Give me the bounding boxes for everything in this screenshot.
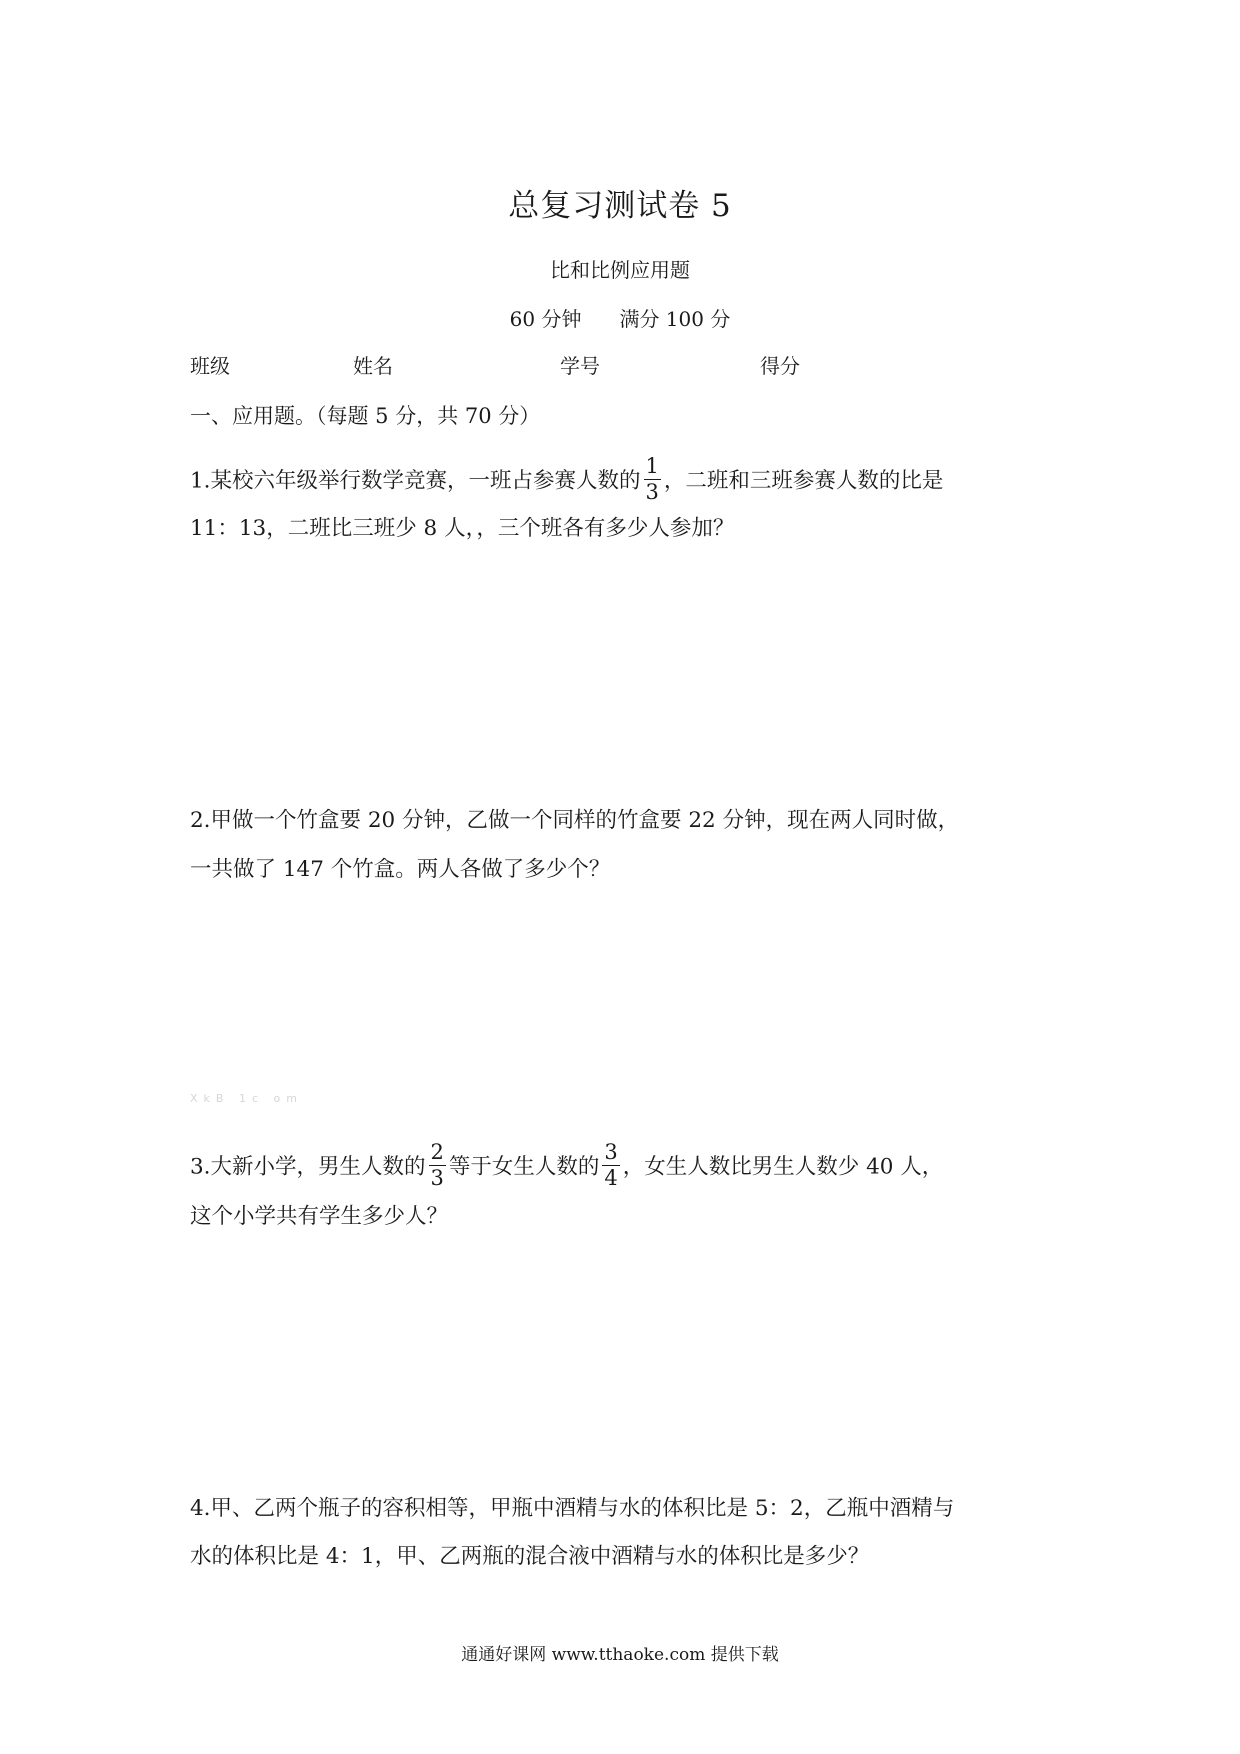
page-footer: 通通好课网 www.tthaoke.com 提供下载: [461, 1645, 779, 1665]
score-label: 得分: [760, 354, 800, 378]
page-subtitle: 比和比例应用题: [550, 258, 690, 282]
fraction-denominator: 4: [604, 1166, 618, 1190]
fraction-numerator: 3: [604, 1140, 618, 1164]
fraction-numerator: 2: [430, 1140, 444, 1164]
fraction-two-thirds: [429, 1142, 446, 1189]
class-label: 班级: [190, 354, 230, 378]
question-4-line-1: 4.甲、乙两个瓶子的容积相等，甲瓶中酒精与水的体积比是 5：2，乙瓶中酒精与: [190, 1496, 955, 1521]
question-1-text-a: 1.某校六年级举行数学竞赛，一班占参赛人数的: [190, 468, 641, 494]
question-3-text-a: 3.大新小学，男生人数的: [190, 1154, 426, 1180]
question-3-line-1: [190, 1140, 944, 1191]
fraction-denominator: 3: [645, 480, 659, 504]
name-label: 姓名: [353, 354, 393, 378]
question-4-line-2: 水的体积比是 4：1，甲、乙两瓶的混合液中酒精与水的体积比是多少？: [190, 1544, 870, 1569]
question-1-text-b: ，二班和三班参赛人数的比是: [663, 468, 944, 494]
section-heading: 一、应用题。（每题 5 分，共 70 分）: [190, 404, 541, 428]
question-2-line-2: 一共做了 147 个竹盒。两人各做了多少个？: [190, 857, 611, 882]
question-3-text-b: 等于女生人数的: [448, 1154, 600, 1180]
question-2-line-1: 2.甲做一个竹盒要 20 分钟，乙做一个同样的竹盒要 22 分钟，现在两人同时做，: [190, 808, 960, 833]
exam-duration: 60 分钟: [509, 307, 582, 331]
fraction-one-third: [644, 456, 661, 503]
faint-watermark: XkB 1c om: [190, 1092, 303, 1105]
question-3-line-2: 这个小学共有学生多少人？: [190, 1204, 449, 1229]
question-1-line-2: 11：13，二班比三班少 8 人，，三个班各有多少人参加？: [190, 516, 735, 541]
fraction-three-quarters: [602, 1142, 619, 1189]
question-1-line-1: [190, 454, 944, 505]
exam-time-and-score: [0, 303, 1240, 332]
question-3-text-c: ，女生人数比男生人数少 40 人，: [622, 1154, 944, 1180]
fraction-denominator: 3: [430, 1166, 444, 1190]
fraction-numerator: 1: [645, 454, 659, 478]
student-id-label: 学号: [560, 354, 600, 378]
exam-full-score: 满分 100 分: [619, 307, 731, 331]
page-title: 总复习测试卷 5: [508, 188, 732, 224]
